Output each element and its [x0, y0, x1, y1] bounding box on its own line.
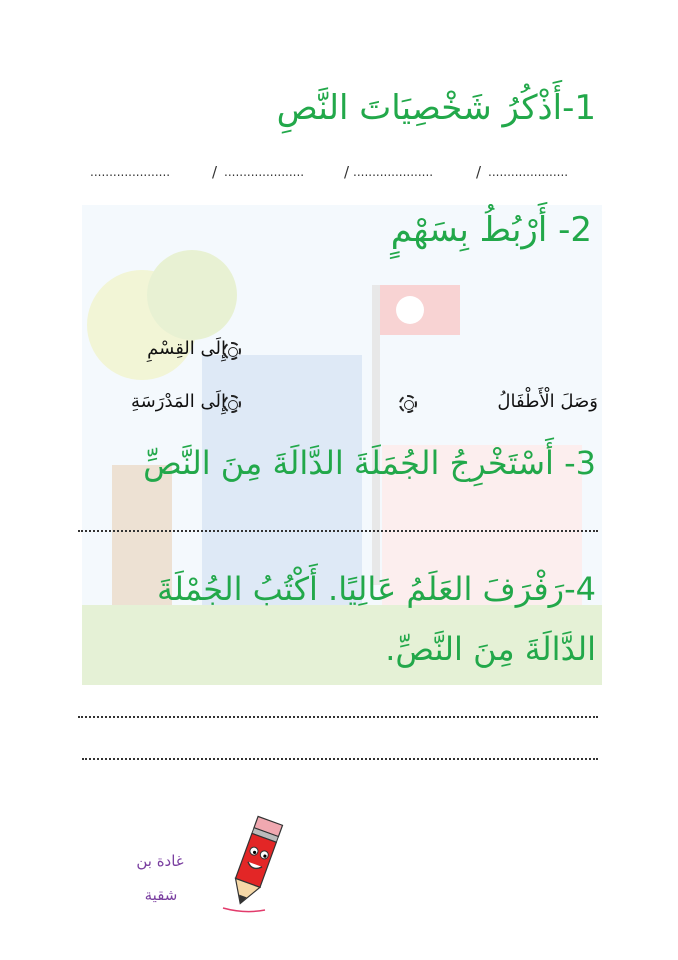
q1-separator-1: / — [212, 163, 218, 181]
question-1-title: 1-أَذْكُرُ شَخْصِيَاتَ النَّصِ — [276, 88, 596, 128]
q1-slot-4[interactable]: ..................... — [488, 165, 569, 179]
q4-answer-line-1[interactable] — [78, 716, 598, 718]
q1-slot-2[interactable]: ..................... — [224, 165, 305, 179]
question-3-title: 3- أَسْتَخْرِجُ الجُمَلَةَ الدَّالَةَ مِنَ النَّصِّ — [143, 444, 596, 482]
match-subject-children: وَصَلَ الْأَطْفَالُ — [497, 391, 598, 412]
match-option-class: إِلَى القِسْمِ — [147, 338, 226, 359]
question-2-title: 2- أَرْبُطُ بِسَهْمٍ — [390, 210, 592, 250]
q1-slot-3[interactable]: ..................... — [353, 165, 434, 179]
author-name-line1: غادة بن — [136, 852, 184, 870]
q4-answer-line-2[interactable] — [82, 758, 598, 760]
question-4-line1: 4-رَفْرَفَ العَلَمُ عَالِيًا. أَكْتُبُ الجُمْلَةَ — [156, 570, 596, 608]
q1-separator-3: / — [476, 163, 482, 181]
match-circle-children[interactable] — [399, 395, 417, 413]
q1-slot-1[interactable]: ..................... — [90, 165, 171, 179]
q3-answer-line[interactable] — [78, 530, 598, 532]
question-4-line2: الدَّالَةَ مِنَ النَّصِّ. — [385, 630, 596, 668]
match-option-school: إِلَى المَدْرَسَةِ — [131, 391, 226, 412]
q1-separator-2: / — [344, 163, 350, 181]
author-name-line2: شقية — [144, 886, 178, 904]
match-circle-school[interactable] — [223, 395, 241, 413]
match-circle-class[interactable] — [223, 342, 241, 360]
q1-answer-row[interactable] — [90, 165, 590, 185]
pencil-mascot-icon — [205, 810, 305, 920]
